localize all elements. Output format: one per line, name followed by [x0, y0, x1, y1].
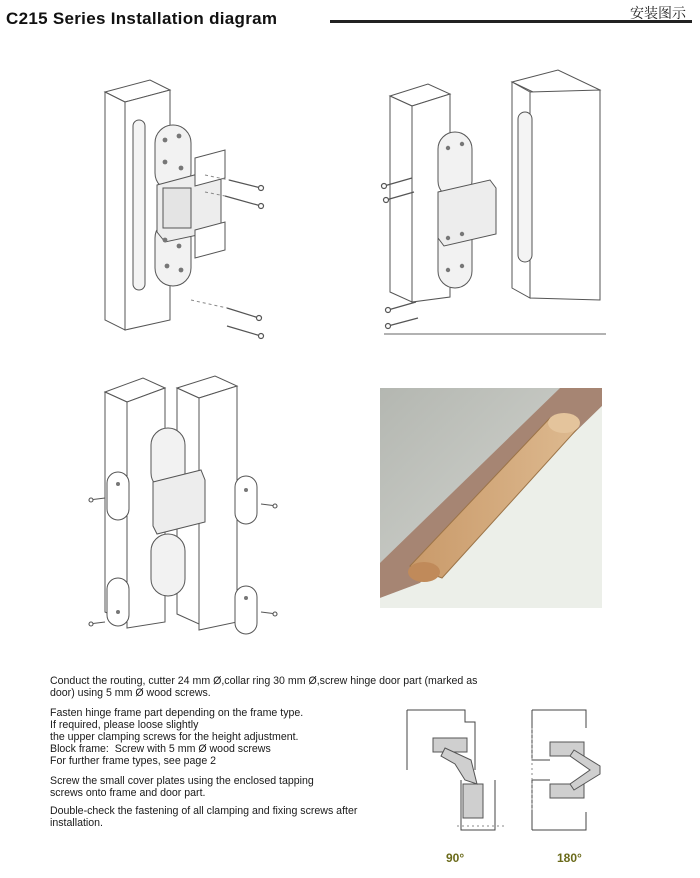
page-title: C215 Series Installation diagram	[6, 9, 278, 28]
page-title-cn: 安装图示	[630, 5, 686, 21]
label-angle-180: 180°	[557, 851, 582, 865]
figure-open-90	[405, 708, 515, 833]
figure-exploded-hinge	[95, 70, 275, 350]
figure-open-180	[530, 708, 640, 833]
instruction-step-2: Fasten hinge frame part depending on the frame type. If required, please loose slightly the upper clamping screws for the height adjustment. Block frame: Screw with 5 mm Ø wood screws For further frame types, see page 2	[50, 707, 304, 767]
instruction-step-4: Double-check the fastening of all clamping and fixing screws after installation.	[50, 805, 358, 829]
instruction-step-1: Conduct the routing, cutter 24 mm Ø,collar ring 30 mm Ø,screw hinge door part (marked as door) using 5 mm Ø wood screws.	[50, 675, 478, 699]
instruction-step-3: Screw the small cover plates using the enclosed tapping screws onto frame and door part.	[50, 775, 314, 799]
routed-door-edge-photo	[380, 388, 602, 608]
label-angle-90: 90°	[446, 851, 465, 865]
figure-cover-plates	[85, 372, 285, 642]
figure-frame-and-door	[378, 62, 608, 342]
